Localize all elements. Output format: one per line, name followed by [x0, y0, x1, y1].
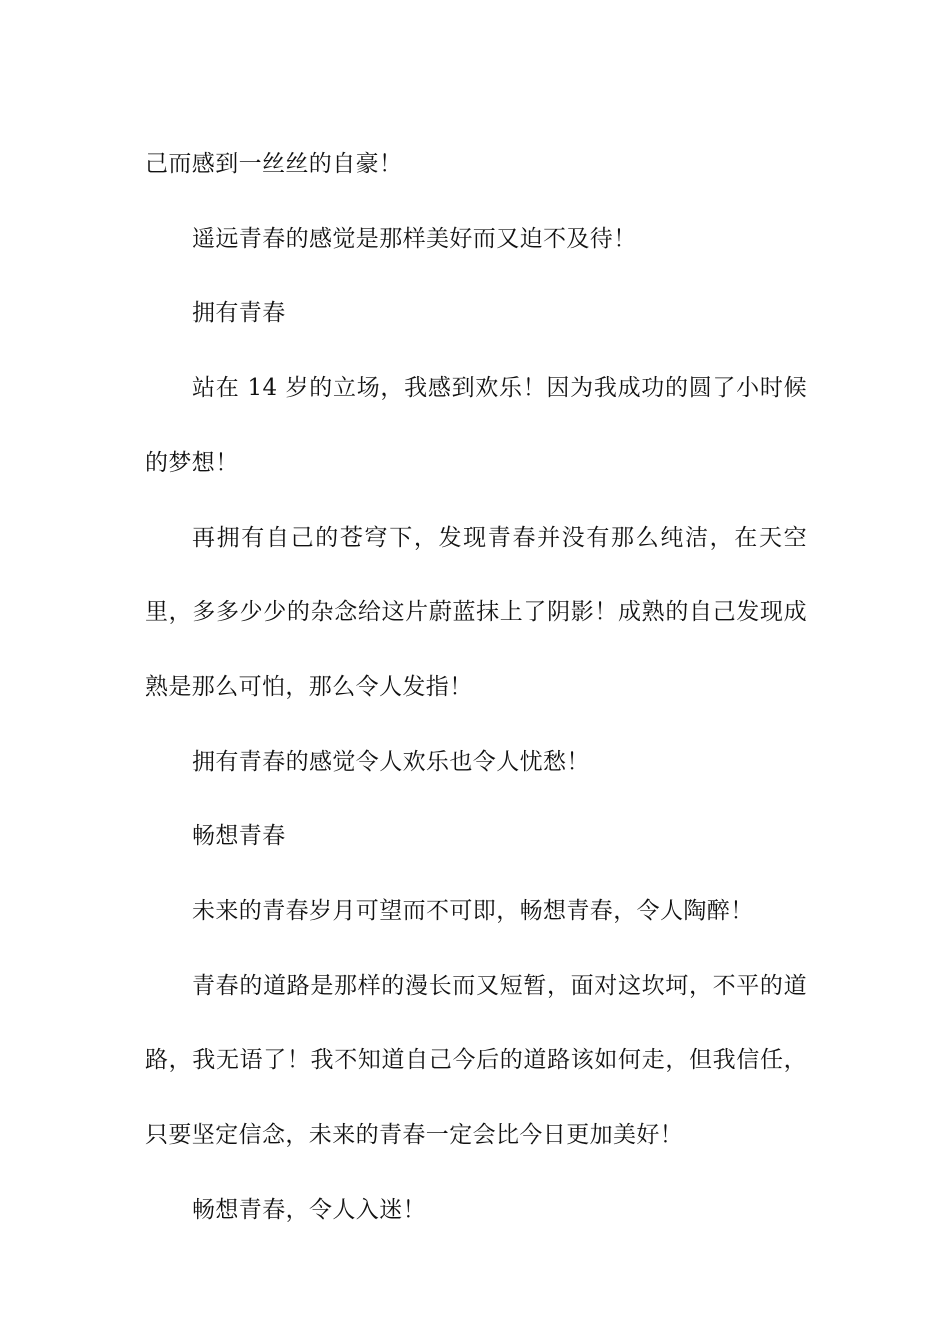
document-body	[145, 127, 807, 1248]
paragraph: 再拥有自己的苍穹下，发现青春并没有那么纯洁，在天空里，多多少少的杂念给这片蔚蓝抹上了阴影！成熟的自己发现成熟是那么可怕，那么令人发指！	[145, 524, 807, 700]
paragraph: 青春的道路是那样的漫长而又短暂，面对这坎坷，不平的道路，我无语了！我不知道自己今后的道路该如何走，但我信任，只要坚定信念，未来的青春一定会比今日更加美好！	[145, 972, 807, 1149]
section-heading: 畅想青春	[192, 823, 286, 850]
paragraph: 站在 14 岁的立场，我感到欢乐！因为我成功的圆了小时候的梦想！	[145, 375, 807, 476]
paragraph: 拥有青春的感觉令人欢乐也令人忧愁！	[192, 748, 590, 775]
paragraph: 畅想青春，令人入迷！	[192, 1196, 426, 1223]
paragraph-continuation: 己而感到一丝丝的自豪！	[145, 151, 403, 177]
paragraph: 未来的青春岁月可望而不可即，畅想青春，令人陶醉！	[192, 898, 754, 925]
section-heading: 拥有青春	[192, 300, 286, 327]
paragraph: 遥远青春的感觉是那样美好而又迫不及待！	[192, 225, 637, 252]
